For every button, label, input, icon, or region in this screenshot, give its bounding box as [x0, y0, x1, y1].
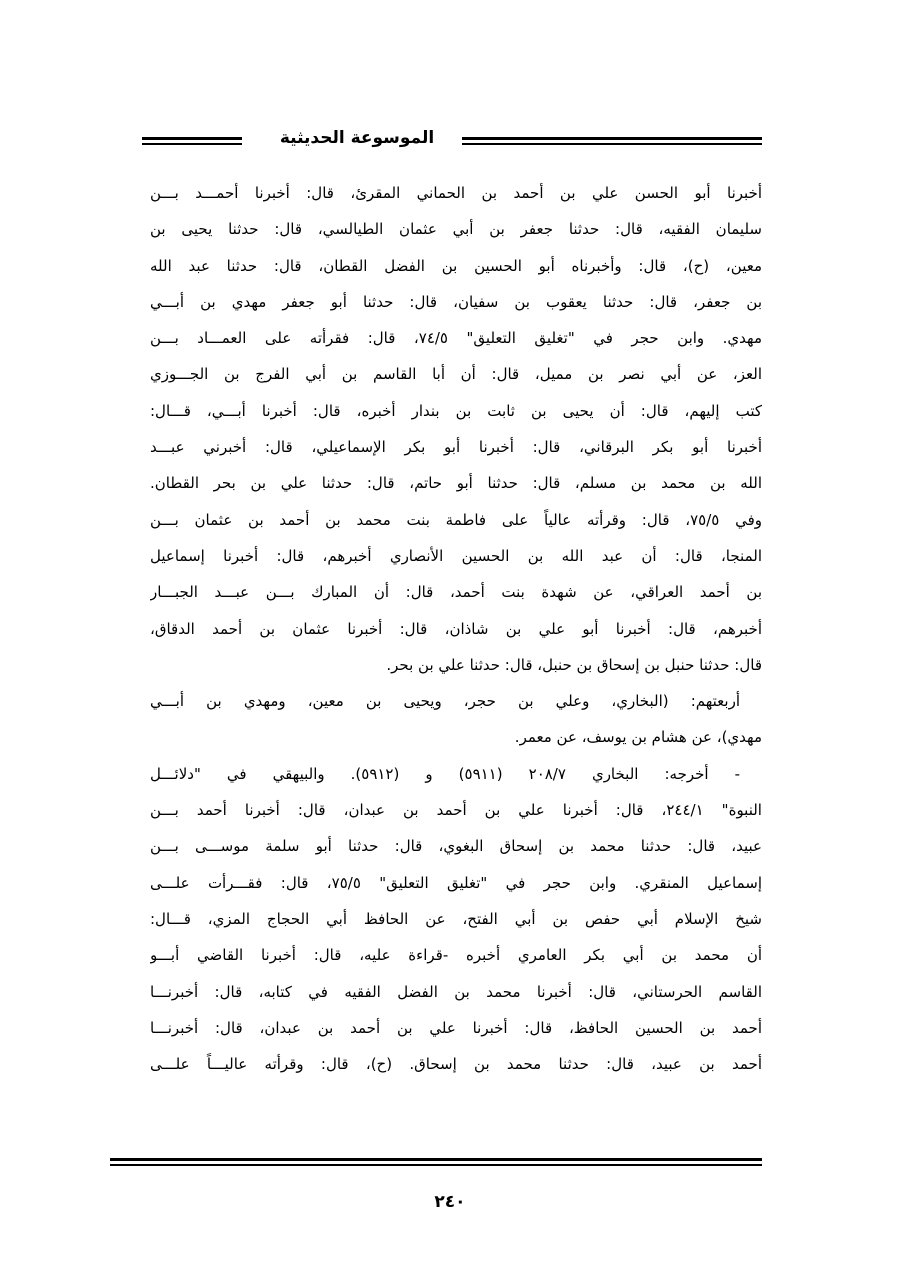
text-line: أن محمد بن أبي بكر العامري أخبره -قراءة عليه، قال: أخبرنا القاضي أبـــو — [150, 946, 762, 965]
page-header — [112, 128, 762, 158]
text-line: مهدي. وابن حجر في "تغليق التعليق" ٧٤/٥، قال: فقرأته على العمـــاد بـــن — [150, 329, 762, 348]
text-line: أخبرنا أبو بكر البرقاني، قال: أخبرنا أبو بكر الإسماعيلي، قال: أخبرني عبـــد — [150, 438, 762, 457]
text-line: المنجا، قال: أن عبد الله بن الحسين الأنصاري أخبرهم، قال: أخبرنا إسماعيل — [150, 546, 762, 565]
text-line: بن أحمد العراقي، عن شهدة بنت أحمد، قال: أن المبارك بـــن عبـــد الجبـــار — [150, 583, 762, 602]
text-line: شيخ الإسلام أبي حفص بن أبي الفتح، عن الحافظ أبي الحجاج المزي، قـــال: — [150, 909, 762, 928]
text-line: أخبرهم، قال: أخبرنا أبو علي بن شاذان، قال: أخبرنا عثمان بن أحمد الدقاق، — [150, 619, 762, 638]
running-title: الموسوعة الحديثية — [279, 128, 435, 148]
text-line: بن جعفر، قال: حدثنا يعقوب بن سفيان، قال: حدثنا أبو جعفر مهدي بن أبـــي — [150, 292, 762, 311]
text-line: إسماعيل المنقري. وابن حجر في "تغليق التعليق" ٧٥/٥، قال: فقـــرأت علـــى — [150, 873, 762, 892]
text-line: - أخرجه: البخاري ٢٠٨/٧ (٥٩١١) و (٥٩١٢). والبيهقي في "دلائـــل — [150, 764, 741, 783]
text-line: النبوة" ٢٤٤/١، قال: أخبرنا علي بن أحمد بن عبدان، قال: أخبرنا أحمد بـــن — [150, 801, 762, 820]
header-rule-right — [462, 137, 762, 140]
text-line: الله بن محمد بن مسلم، قال: حدثنا أبو حاتم، قال: حدثنا علي بن بحر القطان. — [150, 474, 762, 493]
text-line: مهدي)، عن هشام بن يوسف، عن معمر. — [514, 728, 762, 747]
text-line: العز، عن أبي نصر بن مميل، قال: أن أبا القاسم بن أبي الفرج بن الجـــوزي — [150, 365, 762, 384]
text-line: القاسم الحرستاني، قال: أخبرنا محمد بن الفضل الفقيه في كتابه، قال: أخبرنـــا — [150, 982, 762, 1001]
text-line: عبيد، قال: حدثنا محمد بن إسحاق البغوي، قال: حدثنا أبو سلمة موســـى بـــن — [150, 837, 762, 856]
page-number: ٢٤٠ — [434, 1192, 466, 1212]
text-line: أخبرنا أبو الحسن علي بن أحمد بن الحماني المقرئ، قال: أخبرنا أحمـــد بـــن — [150, 184, 762, 202]
text-line: معين، (ح)، قال: وأخبرناه أبو الحسين بن الفضل القطان، قال: حدثنا عبد الله — [150, 256, 762, 275]
text-line: وفي ٧٥/٥، قال: وقرأته عالياً على فاطمة بنت محمد بن أحمد بن عثمان بـــن — [150, 510, 762, 529]
text-line: قال: حدثنا حنبل بن إسحاق بن حنبل، قال: حدثنا علي بن بحر. — [386, 655, 762, 674]
text-line: كتب إليهم، قال: أن يحيى بن ثابت بن بندار أخبره، قال: أخبرنا أبـــي، قـــال: — [150, 401, 762, 420]
text-line: أحمد بن الحسين الحافظ، قال: أخبرنا علي بن أحمد بن عبدان، قال: أخبرنـــا — [150, 1018, 762, 1037]
header-rule-left — [142, 137, 242, 140]
text-line: أربعتهم: (البخاري، وعلي بن حجر، ويحيى بن معين، ومهدي بن أبـــي — [150, 692, 740, 711]
text-line: سليمان الفقيه، قال: حدثنا جعفر بن أبي عثمان الطيالسي، قال: حدثنا يحيى بن — [150, 220, 762, 239]
main-text — [150, 175, 762, 1082]
text-line: أحمد بن عبيد، قال: حدثنا محمد بن إسحاق. (ح)، قال: وقرأته عاليـــاً علـــى — [150, 1055, 762, 1074]
footer-rule-thick — [110, 1158, 762, 1161]
footer-rule-thin — [110, 1164, 762, 1166]
